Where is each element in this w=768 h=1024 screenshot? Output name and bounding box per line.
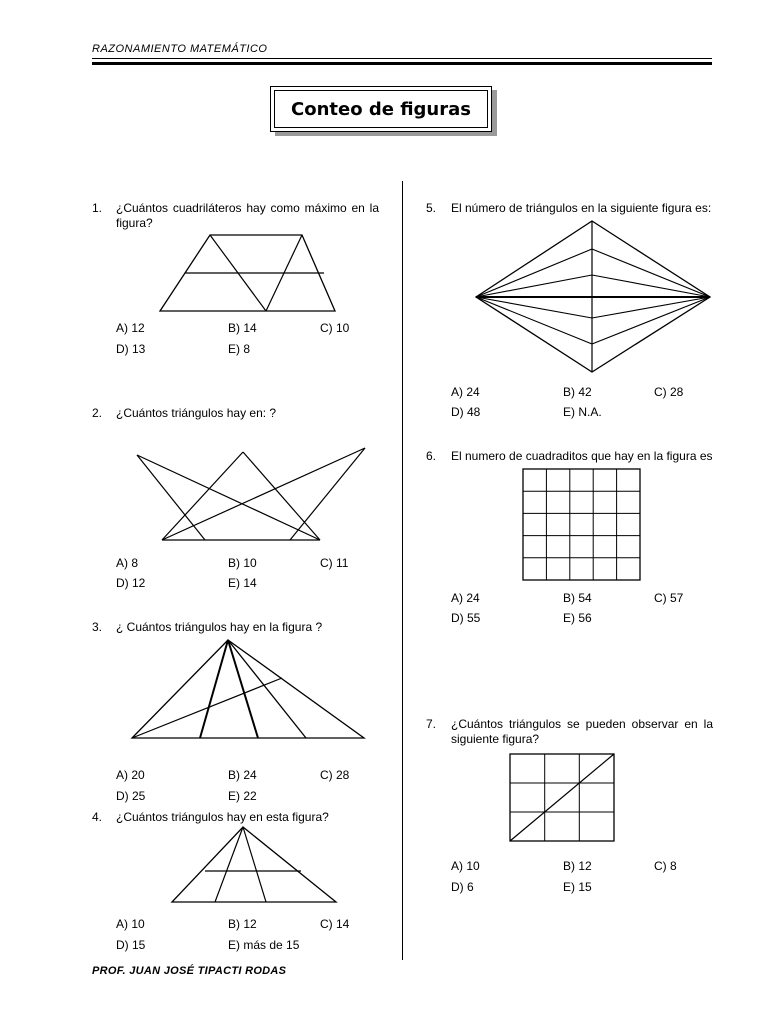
q6-option-a: A) 24 bbox=[451, 591, 480, 605]
q6-option-d: D) 55 bbox=[451, 611, 481, 625]
question-7-figure bbox=[0, 0, 1, 1]
q2-option-a: A) 8 bbox=[116, 556, 139, 570]
question-7-text: ¿Cuántos triángulos se pueden observar en la siguiente figura? bbox=[451, 717, 713, 746]
question-4-text: ¿Cuántos triángulos hay en esta figura? bbox=[116, 810, 329, 824]
q2-option-e: E) 14 bbox=[228, 576, 257, 590]
question-5-number: 5. bbox=[426, 201, 437, 215]
q1-option-b: B) 14 bbox=[228, 321, 257, 335]
q7-option-e: E) 15 bbox=[563, 880, 592, 894]
q7-option-a: A) 10 bbox=[451, 859, 480, 873]
q1-option-e: E) 8 bbox=[228, 342, 251, 356]
q1-option-a: A) 12 bbox=[116, 321, 145, 335]
q1-option-d: D) 13 bbox=[116, 342, 146, 356]
question-2-number: 2. bbox=[92, 406, 103, 420]
question-2-text: ¿Cuántos triángulos hay en: ? bbox=[116, 406, 277, 420]
question-6-number: 6. bbox=[426, 449, 437, 463]
q4-option-d: D) 15 bbox=[116, 938, 146, 952]
q5-option-d: D) 48 bbox=[451, 405, 481, 419]
q6-option-c: C) 57 bbox=[654, 591, 684, 605]
q6-option-e: E) 56 bbox=[563, 611, 592, 625]
q7-option-c: C) 8 bbox=[654, 859, 677, 873]
q3-option-d: D) 25 bbox=[116, 789, 146, 803]
q5-option-b: B) 42 bbox=[563, 385, 592, 399]
question-4-number: 4. bbox=[92, 810, 103, 824]
q2-option-d: D) 12 bbox=[116, 576, 146, 590]
q4-option-e: E) más de 15 bbox=[228, 938, 300, 952]
q7-option-b: B) 12 bbox=[563, 859, 592, 873]
q5-option-c: C) 28 bbox=[654, 385, 684, 399]
title-box bbox=[270, 86, 492, 132]
page-title: Conteo de figuras bbox=[274, 90, 488, 128]
question-6-text: El numero de cuadraditos que hay en la figura es bbox=[451, 449, 713, 463]
question-3-text: ¿ Cuántos triángulos hay en la figura ? bbox=[116, 620, 323, 634]
header-rule-thin bbox=[92, 58, 712, 59]
question-5-text: El número de triángulos en la siguiente figura es: bbox=[451, 201, 712, 215]
question-1-number: 1. bbox=[92, 201, 103, 215]
q1-option-c: C) 10 bbox=[320, 321, 350, 335]
footer-author: PROF. JUAN JOSÉ TIPACTI RODAS bbox=[92, 965, 287, 977]
q4-option-c: C) 14 bbox=[320, 917, 350, 931]
q3-option-b: B) 24 bbox=[228, 768, 257, 782]
q3-option-e: E) 22 bbox=[228, 789, 257, 803]
q5-option-e: E) N.A. bbox=[563, 405, 602, 419]
q7-option-d: D) 6 bbox=[451, 880, 474, 894]
q3-option-c: C) 28 bbox=[320, 768, 350, 782]
question-3-number: 3. bbox=[92, 620, 103, 634]
course-header: RAZONAMIENTO MATEMÁTICO bbox=[92, 43, 268, 55]
q4-option-a: A) 10 bbox=[116, 917, 145, 931]
column-divider bbox=[402, 181, 403, 960]
q2-option-c: C) 11 bbox=[320, 556, 349, 570]
q6-option-b: B) 54 bbox=[563, 591, 592, 605]
q4-option-b: B) 12 bbox=[228, 917, 257, 931]
question-1-text: ¿Cuántos cuadriláteros hay como máximo en la figura? bbox=[116, 201, 379, 230]
question-7-number: 7. bbox=[426, 717, 437, 731]
q3-option-a: A) 20 bbox=[116, 768, 145, 782]
q2-option-b: B) 10 bbox=[228, 556, 257, 570]
header-rule-thick bbox=[92, 62, 712, 65]
q5-option-a: A) 24 bbox=[451, 385, 480, 399]
